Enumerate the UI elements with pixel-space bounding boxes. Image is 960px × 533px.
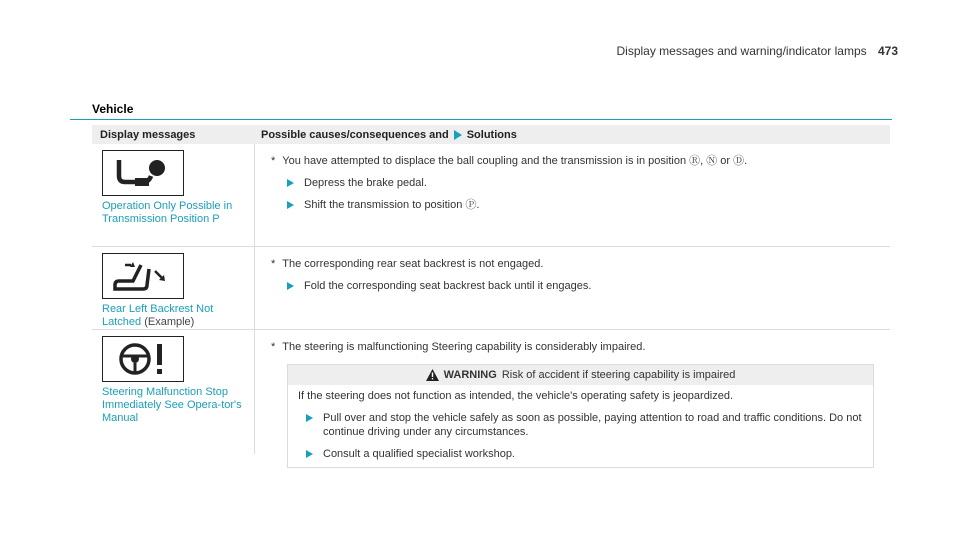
table-row — [92, 330, 890, 460]
warning-body — [288, 385, 873, 467]
page-number: 473 — [877, 44, 898, 58]
running-title: Display messages and warning/indicator lamps — [616, 44, 867, 58]
table-row — [92, 144, 890, 247]
arrow-right-icon — [306, 450, 313, 458]
warning-box — [287, 364, 874, 468]
warning-text: Risk of accident if steering capability is impaired — [501, 369, 736, 381]
solution-step: Consult a qualified specialist workshop. — [306, 447, 865, 461]
display-message-text: Operation Only Possible in Transmission Position P — [102, 200, 233, 225]
page-header — [617, 44, 899, 58]
solution-step: Depress the brake pedal. — [287, 176, 882, 190]
display-message-cell — [92, 247, 255, 329]
col-header-solutions-text: Solutions — [466, 128, 517, 141]
causes-cell — [255, 247, 890, 329]
display-message-cell — [92, 144, 255, 246]
warning-label: WARNING — [443, 369, 497, 381]
cause-item: * You have attempted to displace the ball coupling and the transmission is in position Ⓡ, Ⓝ or Ⓓ. — [271, 155, 748, 167]
table-header — [92, 125, 890, 144]
section-title: Vehicle — [92, 102, 134, 116]
messages-table — [92, 125, 890, 460]
arrow-right-icon — [287, 179, 294, 187]
warning-body-text: If the steering does not function as intended, the vehicle's operating safety is jeopardized. — [298, 390, 734, 402]
causes-cell — [255, 144, 890, 246]
warning-header — [288, 365, 873, 385]
causes-cell — [255, 330, 890, 460]
arrow-right-icon — [287, 282, 294, 290]
table-row — [92, 247, 890, 330]
solution-step: Fold the corresponding seat backrest back until it engages. — [287, 279, 882, 293]
arrow-right-icon — [454, 130, 462, 140]
display-message-cell — [92, 330, 255, 454]
warning-triangle-icon — [426, 369, 439, 381]
cause-item: * The corresponding rear seat backrest is not engaged. — [271, 258, 544, 270]
trailer-hitch-icon — [102, 150, 184, 196]
steering-malfunction-icon — [102, 336, 184, 382]
display-message-text: Rear Left Backrest Not Latched (Example) — [102, 303, 214, 328]
solution-step: Pull over and stop the vehicle safely as soon as possible, paying attention to road and traffic conditions. Do not continue driving under any circumstances. — [306, 411, 865, 439]
col-header-causes — [255, 129, 517, 141]
seat-backrest-icon — [102, 253, 184, 299]
col-header-display-messages: Display messages — [100, 128, 196, 141]
col-header-causes-text: Possible causes/consequences and — [261, 128, 449, 141]
arrow-right-icon — [306, 414, 313, 422]
solution-step: Shift the transmission to position Ⓟ. — [287, 198, 882, 212]
arrow-right-icon — [287, 201, 294, 209]
section-divider — [70, 119, 892, 120]
display-message-text: Steering Malfunction Stop Immediately See Opera-tor's Manual — [102, 386, 242, 424]
cause-item: * The steering is malfunctioning Steering capability is considerably impaired. — [271, 341, 646, 353]
